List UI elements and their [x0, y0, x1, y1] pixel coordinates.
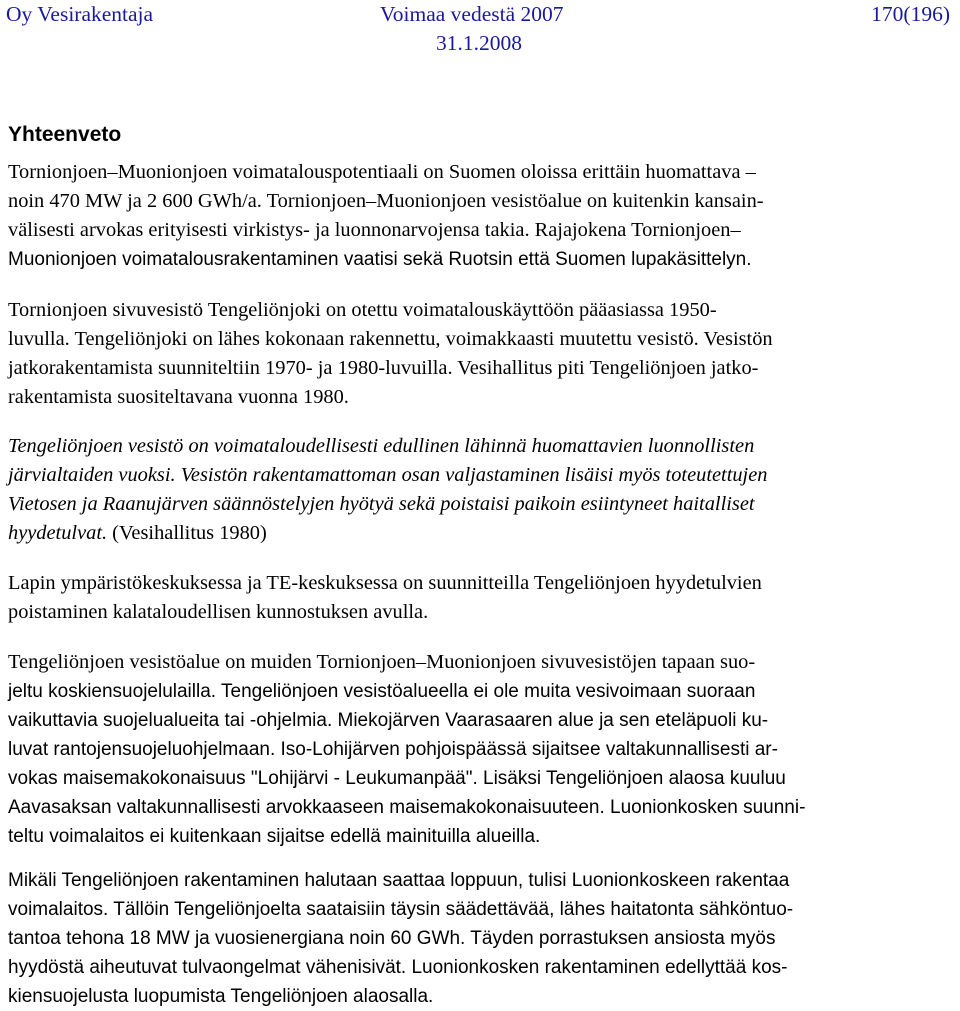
text-line: vokas maisemakokonaisuus "Lohijärvi - Leukumanpää". Lisäksi Tengeliönjoen alaosa kuuluu: [8, 768, 786, 789]
text-line: välisesti arvokas erityisesti virkistys- ja luonnonarvojensa takia. Rajajokena Tornionjoen–: [8, 219, 741, 241]
text-line: vaikuttavia suojelualueita tai -ohjelmia. Miekojärven Vaarasaaren alue ja sen eteläpuoli ku-: [8, 710, 769, 731]
text-line: kiensuojelusta luopumista Tengeliönjoen alaosalla.: [8, 986, 434, 1007]
text-line: teltu voimalaitos ei kuitenkaan sijaitse edellä mainituilla alueilla.: [8, 826, 541, 847]
text-line: Tengeliönjoen vesistöalue on muiden Tornionjoen–Muonionjoen sivuvesistöjen tapaan suo-: [8, 651, 756, 673]
text-line: hyydöstä aiheutuvat tulvaongelmat vähenisivät. Luonionkosken rakentaminen edellyttää kos-: [8, 957, 788, 978]
text-line: Tornionjoen sivuvesistö Tengeliönjoki on otettu voimatalouskäyttöön pääasiassa 1950-: [8, 299, 717, 321]
text-line: Tornionjoen–Muonionjoen voimatalouspotentiaali on Suomen oloissa erittäin huomattava –: [8, 161, 756, 183]
text-line: [8, 519, 958, 548]
paragraph-quotation: [8, 432, 958, 548]
text-line: voimalaitos. Tällöin Tengeliönjoelta saataisiin täysin säädettävää, lähes haitatonta sähköntuo-: [8, 899, 794, 920]
quotation-source: (Vesihallitus 1980): [107, 522, 267, 544]
paragraph-conclusion: [8, 866, 958, 1011]
text-line: rakentamista suositeltavana vuonna 1980.: [8, 386, 349, 408]
text-line: luvat rantojensuojeluohjelmaan. Iso-Lohijärven pohjoispäässä sijaitsee valtakunnallisesti ar-: [8, 739, 778, 760]
text-line: Tengeliönjoen vesistö on voimataloudellisesti edullinen lähinnä huomattavien luonnollisten: [8, 435, 755, 457]
text-line: järvialtaiden vuoksi. Vesistön rakentamattoman osan valjastaminen lisäisi myös toteutettujen: [8, 464, 768, 486]
paragraph-summary: [8, 158, 958, 274]
page-header: [0, 0, 960, 62]
text-line: Vietosen ja Raanujärven säännöstelyjen hyötyä sekä poistaisi paikoin esiintyneet haitalliset: [8, 493, 755, 515]
header-document-title: Voimaa vedestä 2007: [380, 2, 564, 26]
quotation-end: hyydetulvat.: [8, 522, 108, 544]
text-line: Lapin ympäristökeskuksessa ja TE-keskuksessa on suunnitteilla Tengeliönjoen hyydetulvien: [8, 572, 762, 594]
header-page-number: 170(196): [871, 2, 950, 26]
paragraph-lapland-plan: [8, 569, 958, 627]
header-date: 31.1.2008: [436, 31, 522, 55]
section-heading: Yhteenveto: [8, 123, 122, 146]
text-line: poistaminen kalataloudellisen kunnostuksen avulla.: [8, 601, 429, 623]
header-company: Oy Vesirakentaja: [6, 2, 154, 26]
text-line: luvulla. Tengeliönjoki on lähes kokonaan rakennettu, voimakkaasti muutettu vesistö. Vesistön: [8, 328, 773, 350]
text-line: Muonionjoen voimatalousrakentaminen vaatisi sekä Ruotsin että Suomen lupakäsittelyn.: [8, 249, 752, 270]
paragraph-tengelionjoki-history: [8, 296, 958, 412]
text-line: noin 470 MW ja 2 600 GWh/a. Tornionjoen–Muonionjoen vesistöalue on kuitenkin kansain-: [8, 190, 764, 212]
text-line: Aavasaksan valtakunnallisesti arvokkaaseen maisemakokonaisuuteen. Luonionkosken suunni-: [8, 797, 806, 818]
text-line: Mikäli Tengeliönjoen rakentaminen halutaan saattaa loppuun, tulisi Luonionkoskeen rakentaa: [8, 870, 790, 891]
text-line: tantoa tehona 18 MW ja vuosienergiana noin 60 GWh. Täyden porrastuksen ansiosta myös: [8, 928, 776, 949]
paragraph-protection: [8, 648, 958, 851]
text-line: jatkorakentamista suunniteltiin 1970- ja 1980-luvuilla. Vesihallitus piti Tengeliönjoen jatko-: [8, 357, 759, 379]
text-line: jeltu koskiensuojelulailla. Tengeliönjoen vesistöalueella ei ole muita vesivoimaan suoraan: [8, 681, 756, 702]
